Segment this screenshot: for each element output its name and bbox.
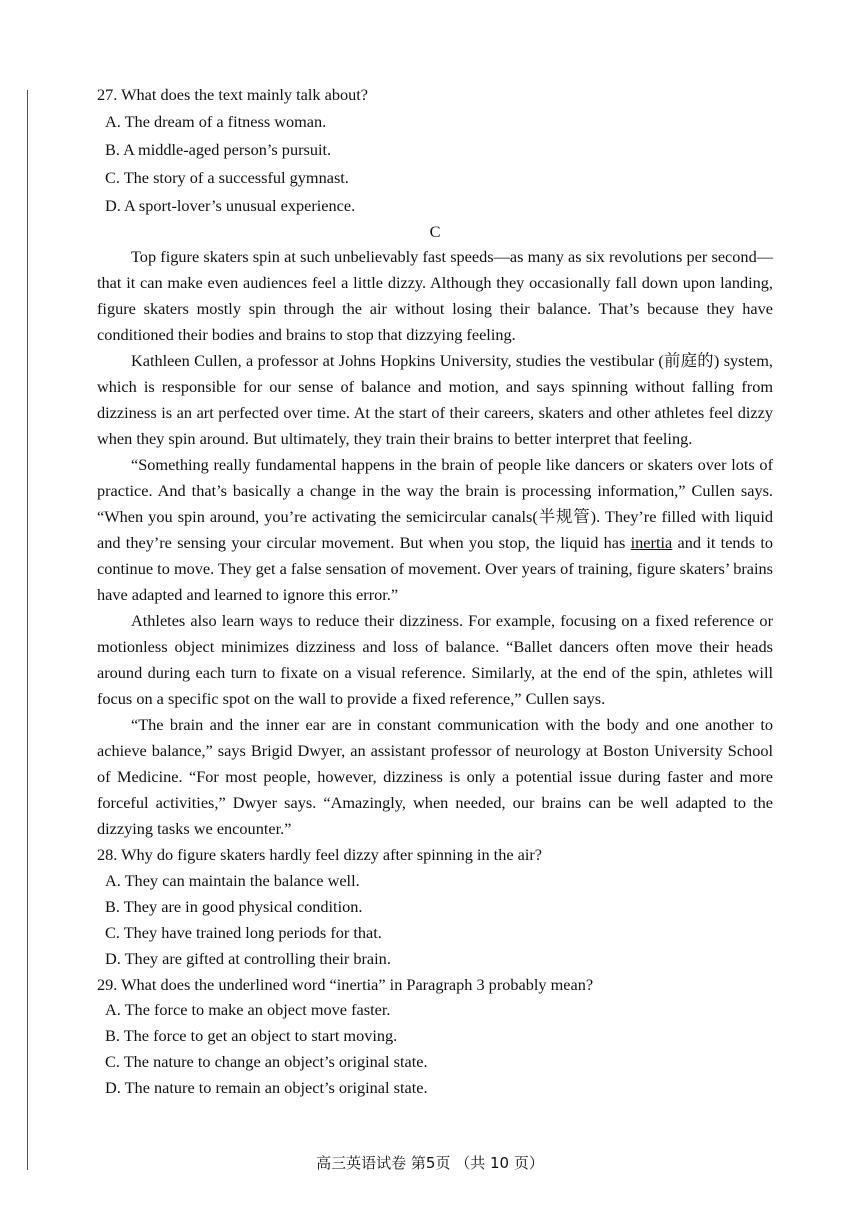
paragraph-2: Kathleen Cullen, a professor at Johns Hopkins University, studies the vestibular (前庭的) system, which is responsible for our sense of balance and motion, and says spinning without falling from dizziness is an art perfected over time. At the start of their careers, skaters and other athletes feel dizzy when they spin around. But ultimately, they train their brains to better interpret that feeling. (97, 350, 773, 448)
question-stem: 28. Why do figure skaters hardly feel dizzy after spinning in the air? (97, 844, 543, 864)
option-d: D. They are gifted at controlling their brain. (105, 948, 391, 968)
paragraph-3-text-after: and it tends to continue to move. They get a false sensation of movement. Over years of training, figure skaters’ brains have adapted and learned to ignore this error.” (97, 532, 773, 604)
page-footer: 高三英语试卷 第5页 （共 10 页） (316, 1154, 544, 1172)
option-d: D. A sport-lover’s unusual experience. (105, 195, 356, 215)
option-a: A. They can maintain the balance well. (105, 870, 360, 890)
option-b: B. The force to get an object to start moving. (105, 1026, 398, 1046)
question-27 (97, 82, 773, 220)
option-c: C. They have trained long periods for that. (105, 922, 382, 942)
option-d: D. The nature to remain an object’s original state. (105, 1078, 428, 1098)
paragraph-3-text-before: “Something really fundamental happens in the brain of people like dancers or skaters over lots of practice. And that’s basically a change in the way the brain is processing information,” Cullen says. “When you spin around, you’re activating the semicircular canals(半规管). They’re filled with liquid and they’re sensing your circular movement. But when you stop, the liquid has (97, 454, 773, 552)
question-29 (97, 972, 773, 1102)
option-c: C. The nature to change an object’s original state. (105, 1052, 428, 1072)
question-28 (97, 842, 773, 972)
option-a: A. The force to make an object move faster. (105, 1000, 391, 1020)
paragraph-1: Top figure skaters spin at such unbelievably fast speeds—as many as six revolutions per second—that it can make even audiences feel a little dizzy. Although they occasionally fall down upon landing, figure skaters mostly spin through the air without losing their balance. That’s because they have conditioned their bodies and brains to stop that dizzying feeling. (97, 246, 773, 344)
option-c: C. The story of a successful gymnast. (105, 167, 349, 187)
paragraph-3 (97, 452, 773, 608)
question-stem: 27. What does the text mainly talk about? (97, 85, 368, 104)
paragraph-4: Athletes also learn ways to reduce their dizziness. For example, focusing on a fixed reference or motionless object minimizes dizziness and loss of balance. “Ballet dancers often move their heads around during each turn to fixate on a visual reference. Similarly, at the end of the spin, athletes will focus on a specific spot on the wall to provide a fixed reference,” Cullen says. (97, 610, 773, 708)
option-b: B. They are in good physical condition. (105, 896, 363, 916)
underlined-word: inertia (630, 532, 673, 552)
binding-margin-line (27, 90, 28, 1170)
option-a: A. The dream of a fitness woman. (105, 111, 327, 131)
question-stem: 29. What does the underlined word “inertia” in Paragraph 3 probably mean? (97, 974, 594, 994)
paragraph-5: “The brain and the inner ear are in constant communication with the body and one another to achieve balance,” says Brigid Dwyer, an assistant professor of neurology at Boston University School of Medicine. “For most people, however, dizziness is only a potential issue during faster and more forceful activities,” Dwyer says. “Amazingly, when needed, our brains can be well adapted to the dizzying tasks we encounter.” (97, 714, 773, 838)
option-b: B. A middle-aged person’s pursuit. (105, 139, 332, 159)
section-heading: C (429, 221, 441, 241)
reading-passage (97, 244, 773, 842)
exam-page (97, 82, 773, 1101)
